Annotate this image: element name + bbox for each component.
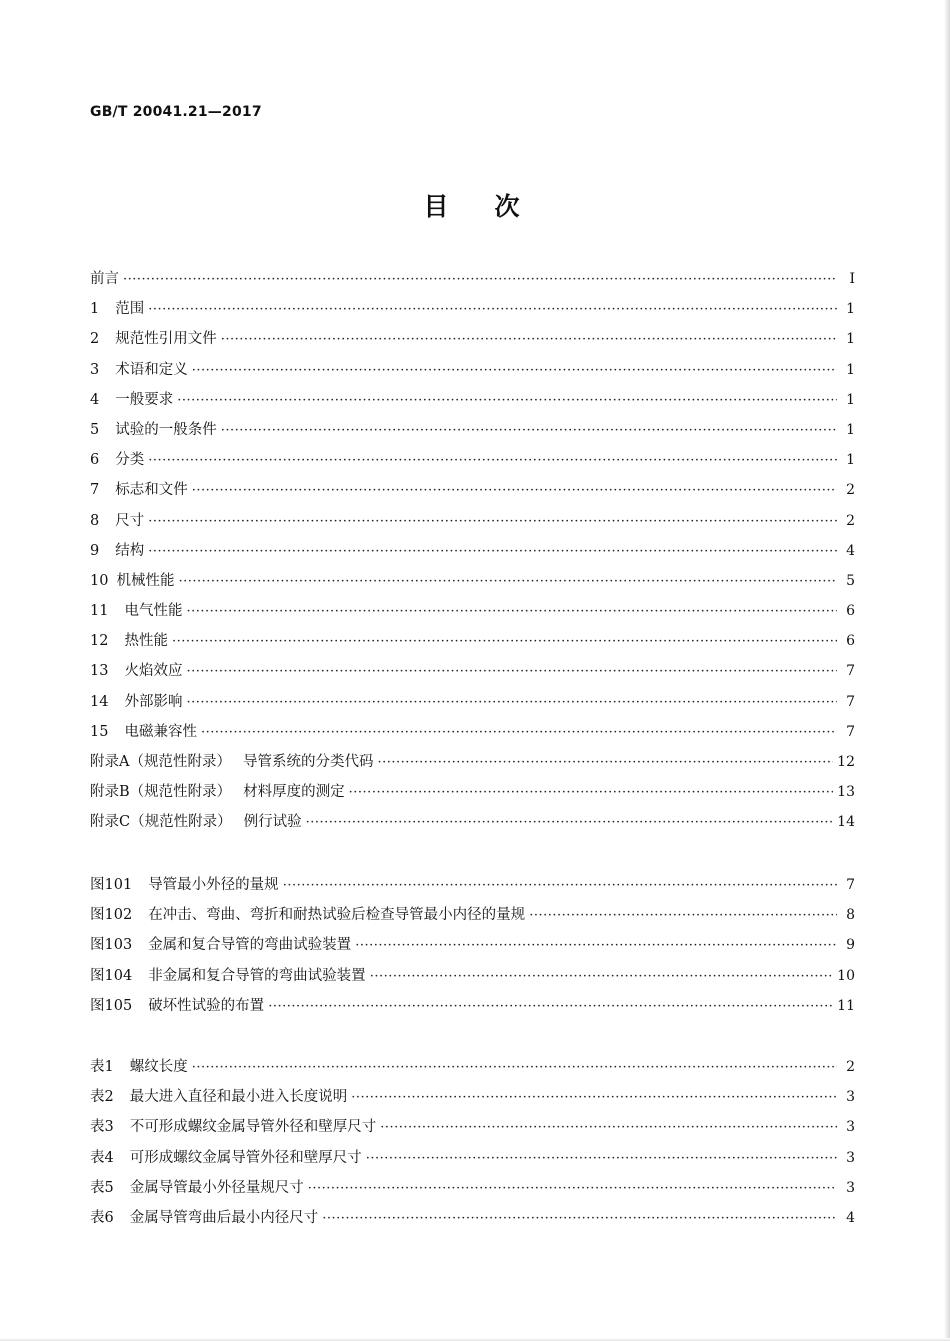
toc-entry-title: 不可形成螺纹金属导管外径和壁厚尺寸	[129, 1119, 377, 1136]
toc-entry-title: 最大进入直径和最小进入长度说明	[129, 1089, 348, 1106]
toc-dot-leader	[529, 908, 837, 923]
toc-chapter-row[interactable]	[90, 418, 855, 448]
toc-dot-leader	[123, 272, 837, 287]
toc-dot-leader	[186, 695, 837, 710]
toc-dot-leader	[283, 878, 837, 893]
toc-dot-leader	[192, 483, 837, 498]
toc-entry-title: 机械性能	[116, 572, 175, 589]
toc-entry-number: 4	[90, 391, 100, 408]
toc-page-number: 1	[846, 361, 855, 378]
toc-dot-leader	[377, 755, 833, 770]
toc-chapter-row[interactable]	[90, 629, 855, 659]
toc-dot-leader	[201, 725, 837, 740]
toc-entry-title: 导管系统的分类代码	[242, 754, 374, 770]
toc-entry-number: 8	[90, 512, 100, 529]
toc-entry-number: 14	[90, 693, 109, 710]
toc-figures-list	[90, 873, 855, 1024]
toc-dot-leader	[177, 393, 837, 408]
toc-chapter-row[interactable]	[90, 659, 855, 689]
toc-table-row[interactable]	[90, 1176, 855, 1206]
toc-page-number: 12	[837, 754, 855, 770]
toc-dot-leader	[172, 634, 837, 649]
toc-dot-leader	[148, 544, 837, 559]
toc-page-number: 3	[846, 1149, 855, 1166]
toc-entry-title: 结构	[115, 542, 145, 559]
toc-chapter-row[interactable]	[90, 599, 855, 629]
toc-figure-row[interactable]	[90, 994, 855, 1024]
toc-entry-number: 附录C（规范性附录）	[90, 814, 232, 831]
toc-entry-number: 9	[90, 542, 100, 559]
toc-chapter-row[interactable]	[90, 509, 855, 539]
toc-entry-number: 表2	[90, 1089, 114, 1106]
toc-chapter-row[interactable]	[90, 750, 855, 780]
toc-entry-number: 图103	[90, 937, 133, 954]
toc-table-row[interactable]	[90, 1206, 855, 1236]
toc-table-row[interactable]	[90, 1115, 855, 1145]
toc-entry-title: 一般要求	[115, 391, 174, 408]
toc-chapter-row[interactable]	[90, 327, 855, 357]
toc-entry-title: 破坏性试验的布置	[148, 997, 265, 1014]
toc-table-row[interactable]	[90, 1146, 855, 1176]
toc-chapters-list	[90, 267, 855, 841]
toc-dot-leader	[322, 1211, 837, 1226]
toc-dot-leader	[148, 453, 837, 468]
toc-page-number: 3	[846, 1119, 855, 1136]
toc-chapter-row[interactable]	[90, 478, 855, 508]
toc-entry-title: 在冲击、弯曲、弯折和耐热试验后检查导管最小内径的量规	[148, 907, 526, 924]
toc-entry-title: 前言	[90, 271, 119, 287]
toc-page-number: 1	[846, 391, 855, 408]
toc-chapter-row[interactable]	[90, 780, 855, 810]
toc-entry-number: 11	[90, 603, 109, 620]
toc-entry-number: 10	[90, 572, 109, 589]
toc-entry-number: 3	[90, 361, 100, 378]
toc-page-number: 7	[846, 723, 855, 740]
toc-dot-leader	[355, 938, 837, 953]
toc-entry-number: 1	[90, 301, 100, 318]
toc-entry-number: 表1	[90, 1059, 114, 1075]
toc-entry-title: 金属导管最小外径量规尺寸	[129, 1179, 304, 1196]
toc-entry-number: 7	[90, 482, 100, 499]
toc-page-number: 7	[846, 663, 855, 680]
toc-entry-title: 术语和定义	[115, 361, 188, 378]
toc-dot-leader	[221, 332, 837, 347]
toc-page-number: 1	[846, 331, 855, 348]
toc-entry-number: 图101	[90, 877, 133, 893]
document-code: GB/T 20041.21—2017	[90, 104, 262, 120]
toc-entry-title: 外部影响	[124, 693, 183, 710]
toc-page-number: 1	[846, 421, 855, 438]
toc-chapter-row[interactable]	[90, 297, 855, 327]
toc-entry-number: 附录A（规范性附录）	[90, 754, 231, 770]
toc-entry-number: 表4	[90, 1149, 114, 1166]
toc-page-number: 1	[846, 452, 855, 469]
toc-dot-leader	[349, 785, 834, 800]
toc-entry-title: 规范性引用文件	[115, 331, 217, 348]
toc-dot-leader	[221, 423, 837, 438]
toc-entry-number: 附录B（规范性附录）	[90, 784, 232, 801]
toc-page-number: 5	[846, 572, 855, 589]
toc-entry-number: 表5	[90, 1179, 114, 1196]
toc-page-number: 14	[837, 814, 855, 831]
toc-entry-title: 非金属和复合导管的弯曲试验装置	[148, 967, 366, 984]
toc-dot-leader	[366, 1151, 837, 1166]
toc-entry-title: 电磁兼容性	[124, 723, 197, 740]
toc-table-row[interactable]	[90, 1055, 855, 1085]
toc-figure-row[interactable]	[90, 903, 855, 933]
toc-entry-title: 尺寸	[115, 512, 145, 529]
toc-page-number: 6	[846, 633, 855, 650]
toc-entry-number: 图104	[90, 967, 133, 984]
toc-chapter-row[interactable]	[90, 539, 855, 569]
toc-dot-leader	[148, 514, 837, 529]
toc-entry-number: 表6	[90, 1209, 114, 1226]
toc-page-number: 9	[846, 937, 855, 954]
toc-entry-title: 分类	[115, 452, 145, 469]
toc-dot-leader	[380, 1120, 837, 1135]
toc-page-number: 1	[846, 301, 855, 318]
toc-chapter-row[interactable]	[90, 358, 855, 388]
toc-chapter-row[interactable]	[90, 810, 855, 840]
toc-page-number: 2	[846, 512, 855, 529]
toc-page-number: 2	[846, 1059, 855, 1075]
toc-entry-title: 范围	[115, 301, 145, 318]
toc-dot-leader	[192, 1060, 837, 1075]
toc-entry-number: 13	[90, 663, 109, 680]
toc-entry-title: 试验的一般条件	[115, 421, 217, 438]
toc-dot-leader	[370, 969, 833, 984]
toc-page-number: 4	[846, 542, 855, 559]
toc-entry-title: 火焰效应	[124, 663, 183, 680]
toc-dot-leader	[148, 302, 837, 317]
toc-dot-leader	[308, 1181, 837, 1196]
toc-figure-row[interactable]	[90, 964, 855, 994]
toc-page-number: Ⅰ	[849, 271, 855, 287]
toc-page-number: 6	[846, 603, 855, 620]
toc-entry-number: 12	[90, 633, 109, 650]
toc-chapter-row[interactable]	[90, 690, 855, 720]
toc-entry-title: 导管最小外径的量规	[148, 877, 279, 893]
toc-page-number: 3	[846, 1179, 855, 1196]
toc-chapter-row[interactable]	[90, 569, 855, 599]
toc-dot-leader	[306, 815, 834, 830]
toc-page-number: 4	[846, 1209, 855, 1226]
toc-entry-title: 螺纹长度	[129, 1059, 188, 1075]
toc-title: 目次	[423, 192, 566, 221]
toc-dot-leader	[351, 1090, 837, 1105]
toc-page-number: 11	[837, 997, 855, 1014]
toc-entry-title: 例行试验	[243, 814, 302, 831]
toc-figure-row[interactable]	[90, 873, 855, 903]
toc-entry-number: 图102	[90, 907, 133, 924]
toc-page-number: 2	[846, 482, 855, 499]
toc-tables-list	[90, 1055, 855, 1236]
toc-entry-number: 6	[90, 452, 100, 469]
toc-page-number: 3	[846, 1089, 855, 1106]
toc-entry-title: 电气性能	[124, 603, 183, 620]
toc-entry-title: 金属导管弯曲后最小内径尺寸	[129, 1209, 319, 1226]
toc-entry-number: 2	[90, 331, 100, 348]
toc-entry-title: 标志和文件	[115, 482, 188, 499]
toc-figure-row[interactable]	[90, 933, 855, 963]
toc-entry-number: 15	[90, 723, 109, 740]
toc-entry-title: 热性能	[124, 633, 168, 650]
toc-chapter-row[interactable]	[90, 267, 855, 297]
toc-entry-number: 图105	[90, 997, 133, 1014]
toc-chapter-row[interactable]	[90, 448, 855, 478]
toc-dot-leader	[268, 999, 833, 1014]
toc-entry-title: 可形成螺纹金属导管外径和壁厚尺寸	[129, 1149, 362, 1166]
toc-entry-number: 表3	[90, 1119, 114, 1136]
toc-chapter-row[interactable]	[90, 388, 855, 418]
toc-entry-title: 材料厚度的测定	[243, 784, 345, 801]
toc-dot-leader	[178, 574, 837, 589]
toc-dot-leader	[186, 604, 837, 619]
toc-page-number: 7	[846, 693, 855, 710]
toc-table-row[interactable]	[90, 1085, 855, 1115]
toc-chapter-row[interactable]	[90, 720, 855, 750]
toc-page-number: 8	[846, 907, 855, 924]
toc-page-number: 7	[846, 877, 855, 893]
toc-entry-title: 金属和复合导管的弯曲试验装置	[148, 937, 352, 954]
page-edge-shadow	[944, 0, 950, 1341]
toc-entry-number: 5	[90, 421, 100, 438]
toc-page-number: 10	[837, 967, 855, 984]
toc-dot-leader	[186, 664, 837, 679]
toc-dot-leader	[192, 363, 837, 378]
toc-page-number: 13	[837, 784, 855, 801]
